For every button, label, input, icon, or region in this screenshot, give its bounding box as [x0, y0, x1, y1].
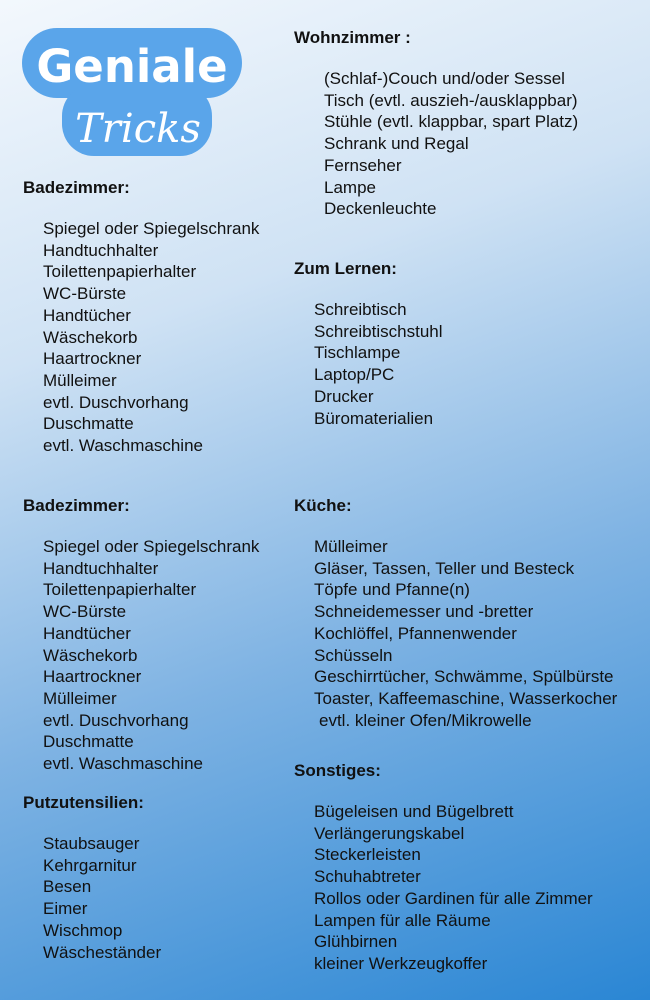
list-item: Duschmatte — [43, 732, 134, 752]
list-item: Töpfe und Pfanne(n) — [314, 580, 470, 600]
list-item: Verlängerungskabel — [314, 823, 465, 843]
item-list — [23, 536, 259, 775]
list-item: Eimer — [43, 899, 88, 919]
section-heading: Sonstiges: — [294, 761, 381, 780]
section-kueche — [294, 496, 617, 731]
list-item: Stühle (evtl. klappbar, spart Platz) — [324, 112, 579, 132]
list-item: Haartrockner — [43, 349, 142, 369]
list-item: Staubsauger — [43, 834, 140, 853]
list-item: Lampe — [324, 177, 376, 197]
geniale-tricks-logo — [20, 22, 250, 162]
list-item: Toilettenpapierhalter — [43, 580, 197, 600]
list-item: Duschmatte — [43, 414, 134, 434]
section-wohnzimmer — [294, 28, 578, 220]
list-item: kleiner Werkzeugkoffer — [314, 953, 488, 973]
list-item: Tisch (evtl. auszieh-/ausklappbar) — [324, 90, 578, 110]
section-zum-lernen — [294, 259, 443, 429]
list-item: Toilettenpapierhalter — [43, 262, 197, 282]
list-item: Toaster, Kaffeemaschine, Wasserkocher — [314, 688, 618, 708]
list-item: Tischlampe — [314, 343, 401, 363]
list-item: Handtücher — [43, 305, 131, 325]
list-item: WC-Bürste — [43, 284, 127, 304]
list-item: Spiegel oder Spiegelschrank — [43, 219, 260, 238]
list-item: Kochlöffel, Pfannenwender — [314, 623, 517, 643]
list-item: Mülleimer — [43, 370, 117, 390]
item-list — [294, 299, 443, 429]
list-item: evtl. kleiner Ofen/Mikrowelle — [319, 710, 532, 730]
list-item: WC-Bürste — [43, 602, 127, 622]
list-item: Wäschekorb — [43, 645, 138, 665]
list-item: Gläser, Tassen, Teller und Besteck — [314, 558, 575, 578]
section-heading: Badezimmer: — [23, 496, 130, 515]
item-list — [23, 218, 259, 457]
section-heading: Badezimmer: — [23, 178, 130, 197]
list-item: Büromaterialien — [314, 408, 434, 428]
section-heading: Küche: — [294, 496, 352, 515]
section-heading: Zum Lernen: — [294, 259, 397, 278]
list-item: Schreibtisch — [314, 300, 407, 319]
item-list — [294, 68, 578, 220]
section-putzutensilien — [23, 793, 161, 963]
list-item: Kehrgarnitur — [43, 855, 137, 875]
list-item: Fernseher — [324, 155, 402, 175]
list-item: Laptop/PC — [314, 365, 395, 385]
list-item: Handtuchhalter — [43, 240, 159, 260]
list-item: Mülleimer — [43, 688, 117, 708]
list-item: evtl. Duschvorhang — [43, 710, 189, 730]
section-heading: Wohnzimmer : — [294, 28, 411, 47]
section-sonstiges — [294, 761, 593, 975]
list-item: Schrank und Regal — [324, 134, 469, 154]
list-item: Schüsseln — [314, 645, 393, 665]
list-item: Glühbirnen — [314, 932, 398, 952]
list-item: Handtücher — [43, 623, 131, 643]
list-item: Schuhabtreter — [314, 867, 421, 887]
item-list — [294, 801, 593, 975]
list-item: Spiegel oder Spiegelschrank — [43, 537, 260, 556]
list-item: Bügeleisen und Bügelbrett — [314, 802, 514, 821]
list-item: Deckenleuchte — [324, 199, 437, 219]
list-item: evtl. Duschvorhang — [43, 392, 189, 412]
item-list — [23, 833, 161, 963]
list-item: Geschirrtücher, Schwämme, Spülbürste — [314, 667, 614, 687]
list-item: Lampen für alle Räume — [314, 910, 491, 930]
list-item: Besen — [43, 877, 92, 897]
list-item: Handtuchhalter — [43, 558, 159, 578]
logo-graphic — [20, 22, 250, 162]
list-item: Wäschekorb — [43, 327, 138, 347]
list-item: (Schlaf-)Couch und/oder Sessel — [324, 69, 565, 88]
list-item: Steckerleisten — [314, 845, 421, 865]
list-item: Wäscheständer — [43, 942, 162, 962]
list-item: Wischmop — [43, 920, 123, 940]
section-badezimmer-2 — [23, 496, 259, 775]
logo-line2: Tricks — [75, 106, 201, 152]
list-item: Mülleimer — [314, 537, 388, 556]
list-item: Schneidemesser und -bretter — [314, 602, 534, 622]
list-item: Schreibtischstuhl — [314, 321, 443, 341]
section-heading: Putzutensilien: — [23, 793, 144, 812]
list-item: Drucker — [314, 386, 374, 406]
section-badezimmer-1 — [23, 178, 259, 457]
list-item: evtl. Waschmaschine — [43, 754, 203, 774]
list-item: Rollos oder Gardinen für alle Zimmer — [314, 888, 593, 908]
list-item: Haartrockner — [43, 667, 142, 687]
item-list — [294, 536, 617, 731]
list-item: evtl. Waschmaschine — [43, 436, 203, 456]
logo-line1: Geniale — [36, 40, 228, 93]
